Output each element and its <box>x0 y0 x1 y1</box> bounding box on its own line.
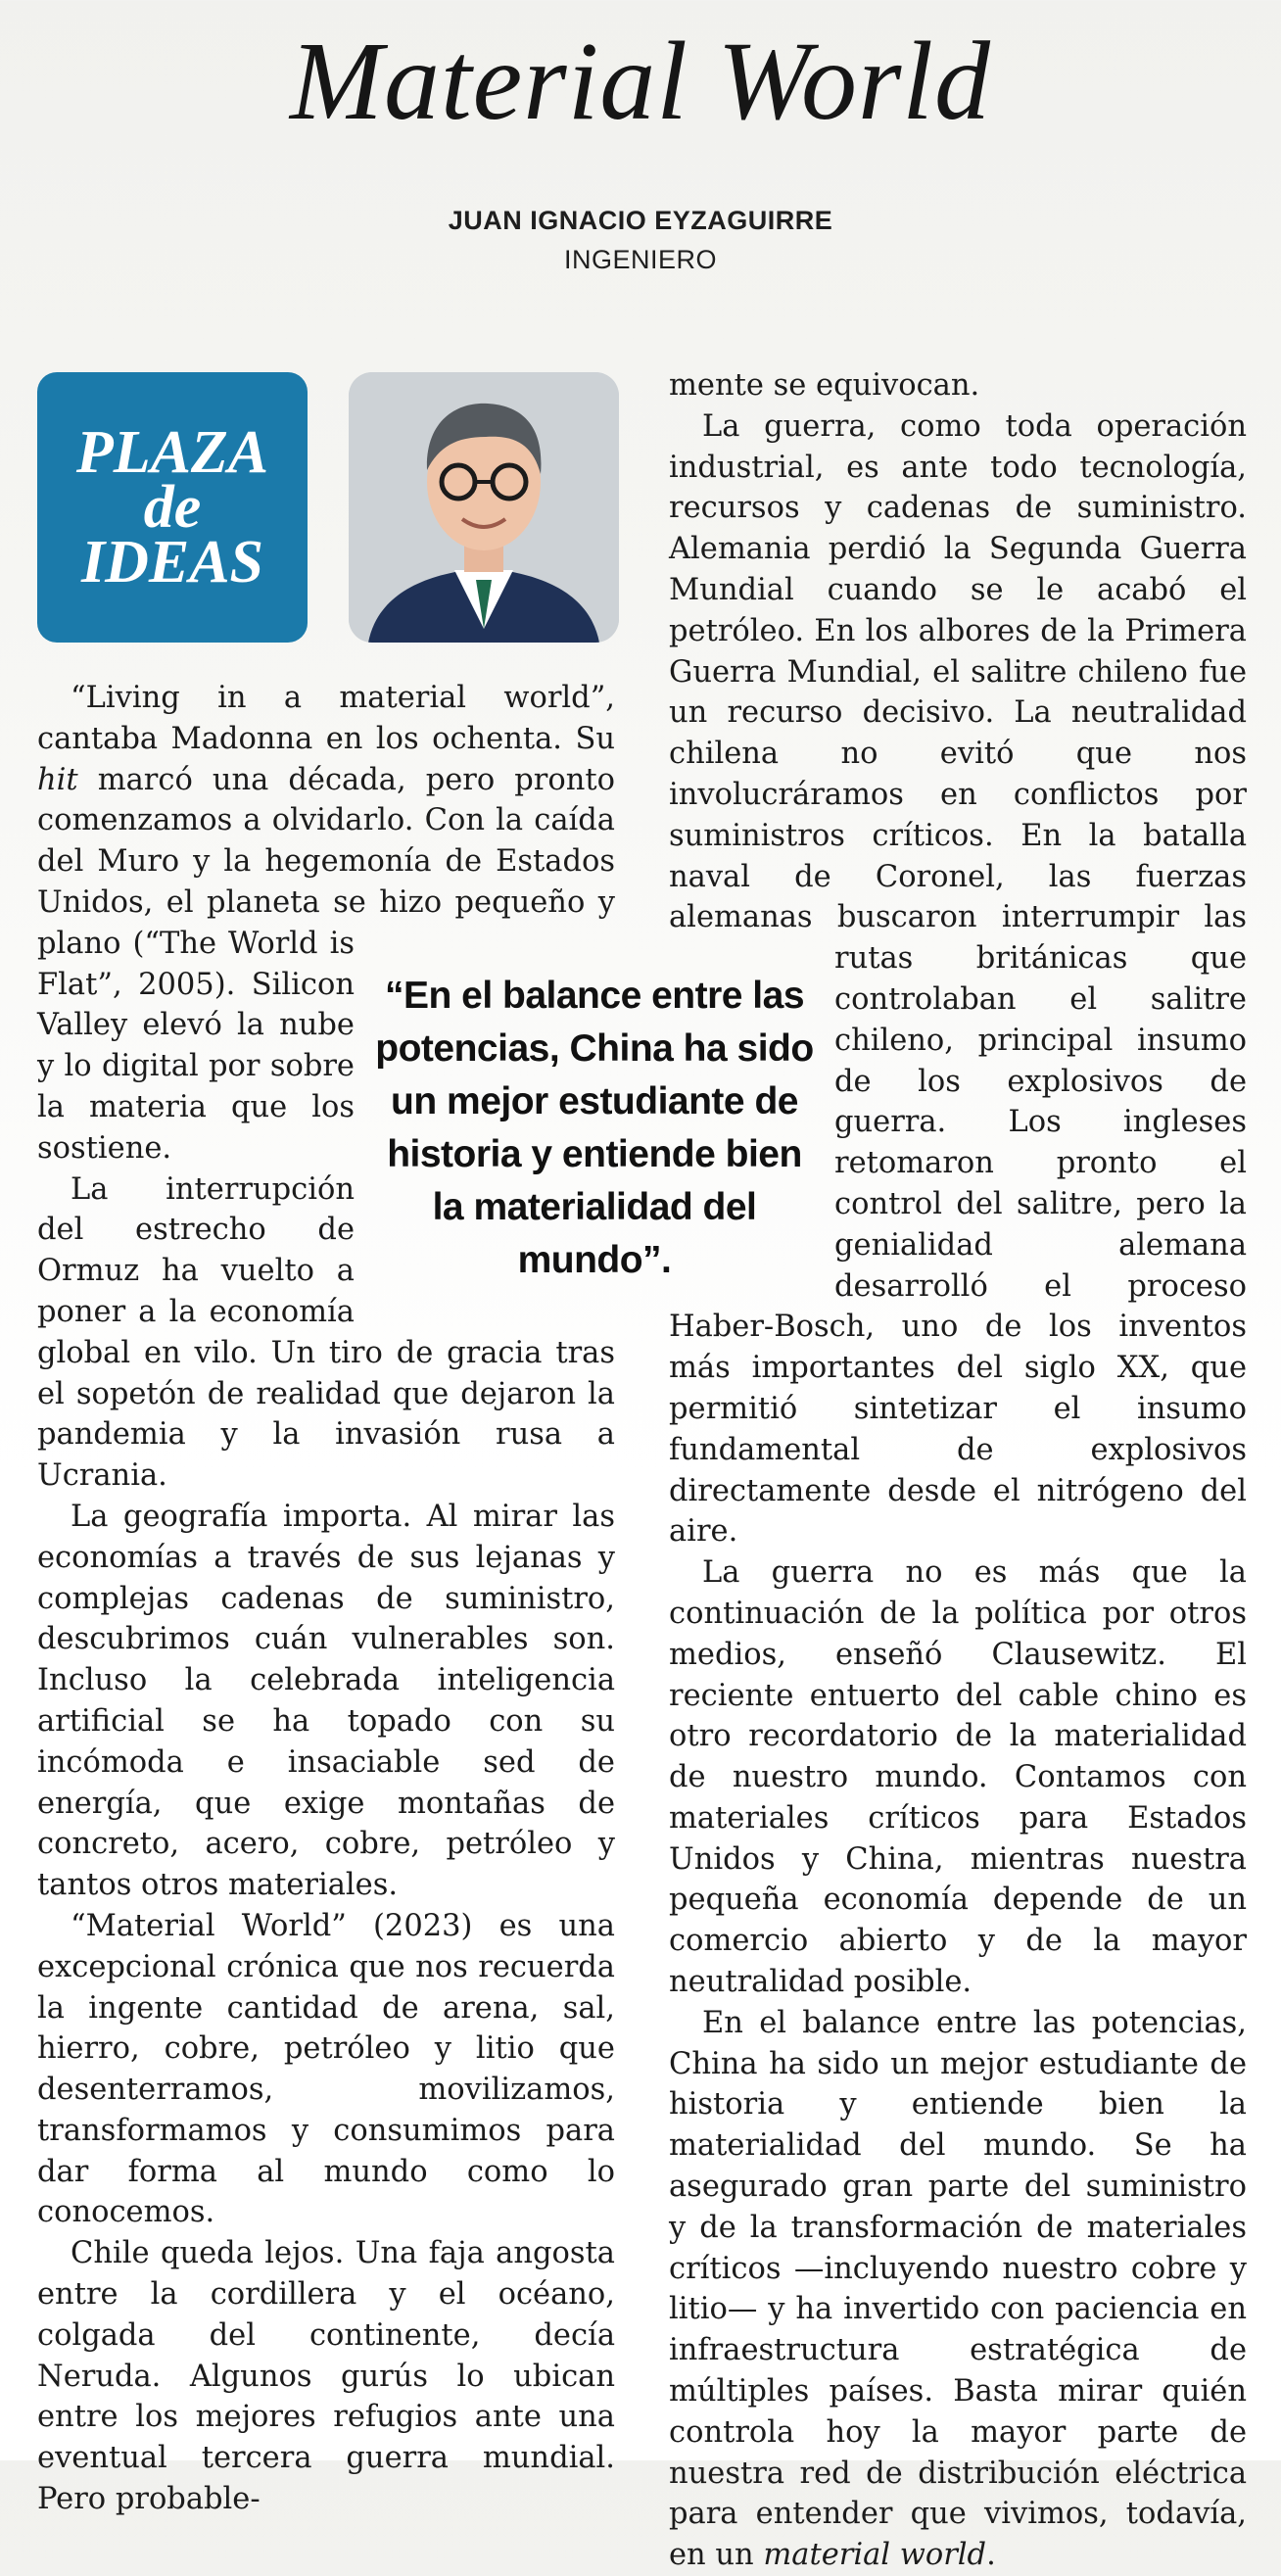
paragraph-7: La guerra no es más que la continuación de la política por otros medios, enseñó Clausewitz. El reciente entuerto del cable chino es otro recordatorio de la materialidad de nuestro mundo. Contamos con materiales críticos para Estados Unidos y China, mientras nuestra pequeña economía depende de un comercio abierto y de la mayor neutralidad posible. <box>669 1555 1247 2000</box>
paragraph-5-continued: mente se equivocan. <box>669 368 980 403</box>
emphasis-hit: hit <box>37 762 78 797</box>
pull-quote: “En el balance entre las potencias, China ha sido un mejor estudiante de historia y entiende bien la materialidad del mundo”. <box>375 975 814 1281</box>
article-column-left <box>37 678 615 2520</box>
paragraph-5: Chile queda lejos. Una faja angosta entre la cordillera y el océano, colgada del continente, decía Neruda. Algunos gurús lo ubican entre los mejores refugios ante una eventual tercera guerra mundial. Pero probable- <box>37 2236 615 2517</box>
paragraph-1: “Living in a material world”, cantaba Madonna en los ochenta. Su hit marcó una década, pero pronto comenzamos a olvidarlo. Con la caída del Muro y la hegemonía de Estados Unidos, el planeta se hizo pequeño y plano (“The World is Flat”, 2005). Silicon Valley elevó la nube y lo digital por sobre la materia que los sostiene. <box>37 681 615 1166</box>
badge-line-3: IDEAS <box>80 529 264 596</box>
emphasis-material-world: material world <box>763 2538 987 2573</box>
paragraph-2: La interrupción del estrecho de Ormuz ha vuelto a poner a la economía global en vilo. Un tiro de gracia tras el sopetón de realidad que dejaron la pandemia y la invasión rusa a Ucrania. <box>37 1171 615 1494</box>
article-title: Material World <box>290 19 991 143</box>
badge-line-2: de <box>143 474 202 541</box>
author-portrait-icon <box>349 372 619 643</box>
paragraph-8: En el balance entre las potencias, China ha sido un mejor estudiante de historia y entiende bien la materialidad del mundo. Se ha asegurado gran parte del suministro y de la transformación de materiales críticos —incluyendo nuestro cobre y litio— y ha invertido con paciencia en infraestructura estratégica de múltiples países. Basta mirar quién controla hoy la mayor parte de nuestra red de distribución eléctrica para entender que vivimos, todavía, en un material world. <box>669 2005 1247 2573</box>
article-column-right <box>669 365 1247 2576</box>
paragraph-3: La geografía importa. Al mirar las economías a través de sus lejanas y complejas cadenas de suministro, descubrimos cuán vulnerables son. Incluso la celebrada inteligencia artificial se ha topado con su incómoda e insaciable sed de energía, que exige montañas de concreto, acero, cobre, petróleo y tantos otros materiales. <box>37 1499 615 1903</box>
badge-line-1: PLAZA <box>75 419 269 486</box>
author-name: JUAN IGNACIO EYZAGUIRRE <box>448 206 833 235</box>
byline <box>0 201 1281 279</box>
author-role: INGENIERO <box>563 245 718 274</box>
paragraph-6: La guerra, como toda operación industrial, es ante todo tecnología, recursos y cadenas de suministro. Alemania perdió la Segunda Guerra Mundial cuando se le acabó el petróleo. En los albores de la Primera Guerra Mundial, el salitre chileno fue un recurso decisivo. La neutralidad chilena no evitó que nos involucráramos en conflictos por suministros críticos. En la batalla naval de Coronel, las fuerzas alemanas buscaron interrumpir las rutas británicas que controlaban el salitre chileno, principal insumo de los explosivos de guerra. Los ingleses retomaron pronto el control del salitre, pero la genialidad alemana desarrolló el proceso Haber-Bosch, uno de los inventos más importantes del siglo XX, que permitió sintetizar el insumo fundamental de explosivos directamente desde el nitrógeno del aire. <box>669 408 1247 1550</box>
section-badge <box>37 372 308 643</box>
paragraph-4: “Material World” (2023) es una excepcional crónica que nos recuerda la ingente cantidad de arena, sal, hierro, cobre, petróleo y litio que desenterramos, movilizamos, transformamos y consumimos para dar forma al mundo como lo conocemos. <box>37 1908 615 2230</box>
